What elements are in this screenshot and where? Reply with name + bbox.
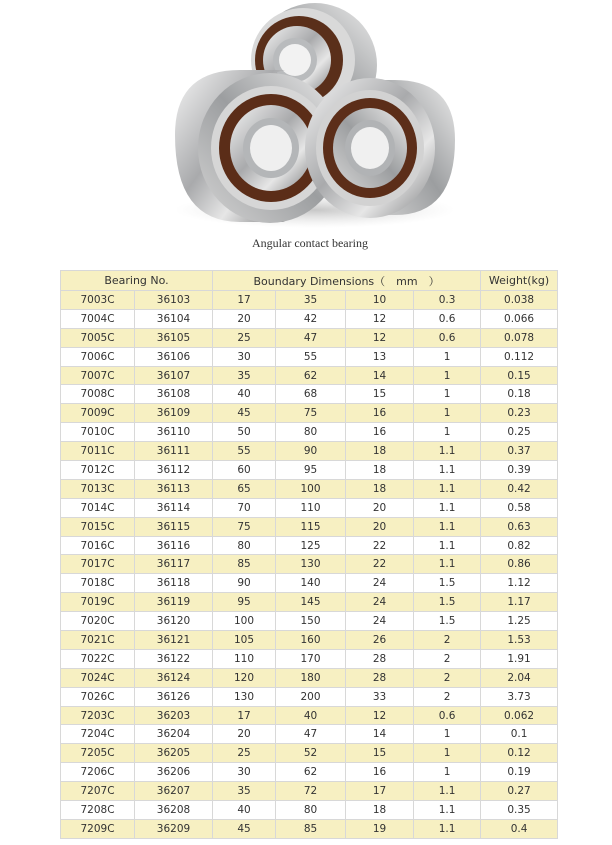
cell-bearing-no: 7205C <box>61 744 135 763</box>
cell-width: 33 <box>346 687 414 706</box>
cell-code: 36118 <box>135 574 213 593</box>
cell-width: 24 <box>346 574 414 593</box>
cell-code: 36119 <box>135 593 213 612</box>
cell-code: 36124 <box>135 668 213 687</box>
cell-code: 36112 <box>135 461 213 480</box>
cell-width: 20 <box>346 517 414 536</box>
cell-chamfer: 1.5 <box>414 612 481 631</box>
cell-bore: 95 <box>213 593 276 612</box>
table-row <box>61 366 558 385</box>
cell-code: 36205 <box>135 744 213 763</box>
table-row <box>61 744 558 763</box>
cell-bearing-no: 7022C <box>61 649 135 668</box>
table-row <box>61 498 558 517</box>
cell-bore: 40 <box>213 385 276 404</box>
cell-outer-diameter: 62 <box>276 366 346 385</box>
cell-bearing-no: 7206C <box>61 763 135 782</box>
cell-bore: 17 <box>213 291 276 310</box>
cell-bearing-no: 7203C <box>61 706 135 725</box>
cell-width: 17 <box>346 782 414 801</box>
cell-bearing-no: 7010C <box>61 423 135 442</box>
cell-bore: 75 <box>213 517 276 536</box>
cell-chamfer: 1 <box>414 366 481 385</box>
cell-bearing-no: 7209C <box>61 819 135 838</box>
cell-chamfer: 1.1 <box>414 801 481 820</box>
bearing-photo <box>165 0 455 232</box>
cell-width: 16 <box>346 423 414 442</box>
cell-weight: 0.066 <box>481 309 558 328</box>
cell-weight: 0.25 <box>481 423 558 442</box>
cell-bearing-no: 7013C <box>61 479 135 498</box>
cell-width: 16 <box>346 763 414 782</box>
cell-code: 36108 <box>135 385 213 404</box>
table-row <box>61 479 558 498</box>
cell-weight: 0.27 <box>481 782 558 801</box>
table-header-row <box>61 271 558 291</box>
cell-outer-diameter: 160 <box>276 631 346 650</box>
cell-outer-diameter: 80 <box>276 801 346 820</box>
table-row <box>61 385 558 404</box>
cell-width: 14 <box>346 366 414 385</box>
cell-bore: 30 <box>213 763 276 782</box>
header-bearing-no: Bearing No. <box>61 271 213 291</box>
cell-width: 24 <box>346 612 414 631</box>
cell-code: 36104 <box>135 309 213 328</box>
cell-outer-diameter: 180 <box>276 668 346 687</box>
cell-outer-diameter: 110 <box>276 498 346 517</box>
cell-chamfer: 1.1 <box>414 536 481 555</box>
header-weight: Weight(kg) <box>481 271 558 291</box>
cell-code: 36103 <box>135 291 213 310</box>
cell-code: 36120 <box>135 612 213 631</box>
cell-code: 36126 <box>135 687 213 706</box>
cell-code: 36208 <box>135 801 213 820</box>
cell-weight: 0.63 <box>481 517 558 536</box>
cell-weight: 0.35 <box>481 801 558 820</box>
cell-weight: 0.42 <box>481 479 558 498</box>
cell-code: 36204 <box>135 725 213 744</box>
cell-chamfer: 1 <box>414 347 481 366</box>
cell-width: 20 <box>346 498 414 517</box>
cell-bore: 45 <box>213 404 276 423</box>
cell-chamfer: 1.1 <box>414 819 481 838</box>
cell-bore: 20 <box>213 309 276 328</box>
table-row <box>61 725 558 744</box>
table-row <box>61 291 558 310</box>
cell-outer-diameter: 62 <box>276 763 346 782</box>
cell-width: 12 <box>346 328 414 347</box>
cell-code: 36111 <box>135 442 213 461</box>
cell-outer-diameter: 75 <box>276 404 346 423</box>
cell-bearing-no: 7004C <box>61 309 135 328</box>
cell-chamfer: 1 <box>414 744 481 763</box>
cell-bore: 100 <box>213 612 276 631</box>
cell-width: 16 <box>346 404 414 423</box>
cell-code: 36203 <box>135 706 213 725</box>
cell-outer-diameter: 130 <box>276 555 346 574</box>
cell-width: 19 <box>346 819 414 838</box>
cell-bearing-no: 7009C <box>61 404 135 423</box>
table-row <box>61 347 558 366</box>
cell-weight: 0.4 <box>481 819 558 838</box>
table-row <box>61 631 558 650</box>
table-row <box>61 763 558 782</box>
cell-bore: 35 <box>213 782 276 801</box>
cell-outer-diameter: 140 <box>276 574 346 593</box>
cell-bearing-no: 7012C <box>61 461 135 480</box>
cell-outer-diameter: 115 <box>276 517 346 536</box>
table-row <box>61 461 558 480</box>
cell-code: 36121 <box>135 631 213 650</box>
cell-code: 36116 <box>135 536 213 555</box>
cell-outer-diameter: 85 <box>276 819 346 838</box>
cell-outer-diameter: 150 <box>276 612 346 631</box>
cell-chamfer: 1 <box>414 763 481 782</box>
cell-outer-diameter: 90 <box>276 442 346 461</box>
header-boundary-dimensions: Boundary Dimensions（ mm ） <box>213 271 481 291</box>
photo-caption: Angular contact bearing <box>252 236 368 250</box>
bearing-right <box>305 78 455 218</box>
cell-weight: 0.19 <box>481 763 558 782</box>
cell-code: 36209 <box>135 819 213 838</box>
table-row <box>61 649 558 668</box>
cell-bearing-no: 7008C <box>61 385 135 404</box>
table-row <box>61 517 558 536</box>
cell-code: 36117 <box>135 555 213 574</box>
table-row <box>61 328 558 347</box>
cell-bore: 25 <box>213 744 276 763</box>
cell-chamfer: 2 <box>414 649 481 668</box>
cell-weight: 0.112 <box>481 347 558 366</box>
cell-chamfer: 1.1 <box>414 498 481 517</box>
cell-weight: 1.25 <box>481 612 558 631</box>
cell-bore: 40 <box>213 801 276 820</box>
cell-outer-diameter: 52 <box>276 744 346 763</box>
cell-weight: 0.078 <box>481 328 558 347</box>
cell-chamfer: 1.1 <box>414 461 481 480</box>
table-row <box>61 782 558 801</box>
cell-code: 36105 <box>135 328 213 347</box>
cell-weight: 0.062 <box>481 706 558 725</box>
cell-bore: 20 <box>213 725 276 744</box>
cell-bore: 50 <box>213 423 276 442</box>
table-row <box>61 309 558 328</box>
cell-width: 14 <box>346 725 414 744</box>
cell-width: 12 <box>346 309 414 328</box>
cell-bore: 25 <box>213 328 276 347</box>
cell-width: 12 <box>346 706 414 725</box>
table-body <box>61 291 558 839</box>
cell-weight: 0.23 <box>481 404 558 423</box>
cell-weight: 0.18 <box>481 385 558 404</box>
cell-code: 36106 <box>135 347 213 366</box>
cell-width: 18 <box>346 442 414 461</box>
cell-weight: 0.39 <box>481 461 558 480</box>
cell-width: 24 <box>346 593 414 612</box>
cell-bearing-no: 7006C <box>61 347 135 366</box>
cell-width: 26 <box>346 631 414 650</box>
table-row <box>61 442 558 461</box>
cell-bore: 105 <box>213 631 276 650</box>
cell-outer-diameter: 80 <box>276 423 346 442</box>
cell-outer-diameter: 42 <box>276 309 346 328</box>
cell-width: 18 <box>346 461 414 480</box>
table-row <box>61 536 558 555</box>
cell-weight: 0.1 <box>481 725 558 744</box>
cell-bearing-no: 7207C <box>61 782 135 801</box>
table-row <box>61 668 558 687</box>
cell-bearing-no: 7005C <box>61 328 135 347</box>
cell-outer-diameter: 95 <box>276 461 346 480</box>
cell-bore: 130 <box>213 687 276 706</box>
cell-bearing-no: 7204C <box>61 725 135 744</box>
cell-chamfer: 1.1 <box>414 517 481 536</box>
cell-chamfer: 1 <box>414 404 481 423</box>
cell-bore: 45 <box>213 819 276 838</box>
cell-outer-diameter: 47 <box>276 328 346 347</box>
cell-bore: 55 <box>213 442 276 461</box>
cell-chamfer: 1.5 <box>414 574 481 593</box>
table-row <box>61 612 558 631</box>
cell-outer-diameter: 47 <box>276 725 346 744</box>
cell-bore: 60 <box>213 461 276 480</box>
table-row <box>61 423 558 442</box>
cell-bearing-no: 7003C <box>61 291 135 310</box>
cell-bore: 120 <box>213 668 276 687</box>
cell-weight: 2.04 <box>481 668 558 687</box>
cell-width: 10 <box>346 291 414 310</box>
cell-width: 18 <box>346 801 414 820</box>
cell-outer-diameter: 68 <box>276 385 346 404</box>
cell-outer-diameter: 40 <box>276 706 346 725</box>
cell-code: 36114 <box>135 498 213 517</box>
cell-chamfer: 2 <box>414 668 481 687</box>
cell-width: 22 <box>346 555 414 574</box>
cell-bearing-no: 7019C <box>61 593 135 612</box>
cell-chamfer: 1 <box>414 725 481 744</box>
table-row <box>61 574 558 593</box>
cell-weight: 0.37 <box>481 442 558 461</box>
cell-chamfer: 1.5 <box>414 593 481 612</box>
cell-weight: 0.86 <box>481 555 558 574</box>
cell-weight: 0.58 <box>481 498 558 517</box>
cell-weight: 3.73 <box>481 687 558 706</box>
cell-width: 15 <box>346 744 414 763</box>
cell-bearing-no: 7007C <box>61 366 135 385</box>
cell-chamfer: 1.1 <box>414 442 481 461</box>
cell-chamfer: 1.1 <box>414 555 481 574</box>
cell-width: 28 <box>346 668 414 687</box>
cell-code: 36113 <box>135 479 213 498</box>
cell-bore: 80 <box>213 536 276 555</box>
cell-width: 28 <box>346 649 414 668</box>
cell-width: 15 <box>346 385 414 404</box>
cell-bore: 110 <box>213 649 276 668</box>
cell-width: 13 <box>346 347 414 366</box>
cell-chamfer: 1 <box>414 423 481 442</box>
cell-bearing-no: 7021C <box>61 631 135 650</box>
table-row <box>61 801 558 820</box>
cell-weight: 0.82 <box>481 536 558 555</box>
cell-bearing-no: 7014C <box>61 498 135 517</box>
cell-weight: 0.12 <box>481 744 558 763</box>
table-row <box>61 819 558 838</box>
table-row <box>61 593 558 612</box>
table-row <box>61 555 558 574</box>
table-row <box>61 404 558 423</box>
cell-bore: 30 <box>213 347 276 366</box>
table-row <box>61 687 558 706</box>
cell-weight: 0.15 <box>481 366 558 385</box>
bearing-table <box>60 270 558 839</box>
cell-code: 36206 <box>135 763 213 782</box>
cell-bore: 70 <box>213 498 276 517</box>
cell-bore: 35 <box>213 366 276 385</box>
cell-outer-diameter: 72 <box>276 782 346 801</box>
cell-outer-diameter: 100 <box>276 479 346 498</box>
cell-weight: 1.91 <box>481 649 558 668</box>
cell-bearing-no: 7026C <box>61 687 135 706</box>
cell-bearing-no: 7016C <box>61 536 135 555</box>
cell-code: 36109 <box>135 404 213 423</box>
cell-bearing-no: 7015C <box>61 517 135 536</box>
cell-bearing-no: 7011C <box>61 442 135 461</box>
cell-bearing-no: 7024C <box>61 668 135 687</box>
cell-bore: 85 <box>213 555 276 574</box>
cell-outer-diameter: 35 <box>276 291 346 310</box>
cell-bearing-no: 7017C <box>61 555 135 574</box>
cell-outer-diameter: 125 <box>276 536 346 555</box>
cell-chamfer: 1.1 <box>414 782 481 801</box>
cell-weight: 1.12 <box>481 574 558 593</box>
cell-width: 18 <box>346 479 414 498</box>
table-row <box>61 706 558 725</box>
cell-code: 36122 <box>135 649 213 668</box>
cell-code: 36115 <box>135 517 213 536</box>
cell-chamfer: 2 <box>414 631 481 650</box>
cell-chamfer: 0.6 <box>414 309 481 328</box>
cell-outer-diameter: 55 <box>276 347 346 366</box>
cell-bearing-no: 7018C <box>61 574 135 593</box>
cell-chamfer: 0.6 <box>414 706 481 725</box>
cell-chamfer: 1.1 <box>414 479 481 498</box>
cell-outer-diameter: 170 <box>276 649 346 668</box>
cell-outer-diameter: 145 <box>276 593 346 612</box>
cell-weight: 0.038 <box>481 291 558 310</box>
cell-bore: 90 <box>213 574 276 593</box>
cell-bore: 65 <box>213 479 276 498</box>
cell-chamfer: 0.6 <box>414 328 481 347</box>
cell-weight: 1.17 <box>481 593 558 612</box>
cell-outer-diameter: 200 <box>276 687 346 706</box>
cell-bore: 17 <box>213 706 276 725</box>
cell-bearing-no: 7208C <box>61 801 135 820</box>
cell-chamfer: 0.3 <box>414 291 481 310</box>
cell-chamfer: 1 <box>414 385 481 404</box>
cell-chamfer: 2 <box>414 687 481 706</box>
cell-code: 36107 <box>135 366 213 385</box>
cell-code: 36110 <box>135 423 213 442</box>
cell-width: 22 <box>346 536 414 555</box>
cell-weight: 1.53 <box>481 631 558 650</box>
cell-code: 36207 <box>135 782 213 801</box>
cell-bearing-no: 7020C <box>61 612 135 631</box>
